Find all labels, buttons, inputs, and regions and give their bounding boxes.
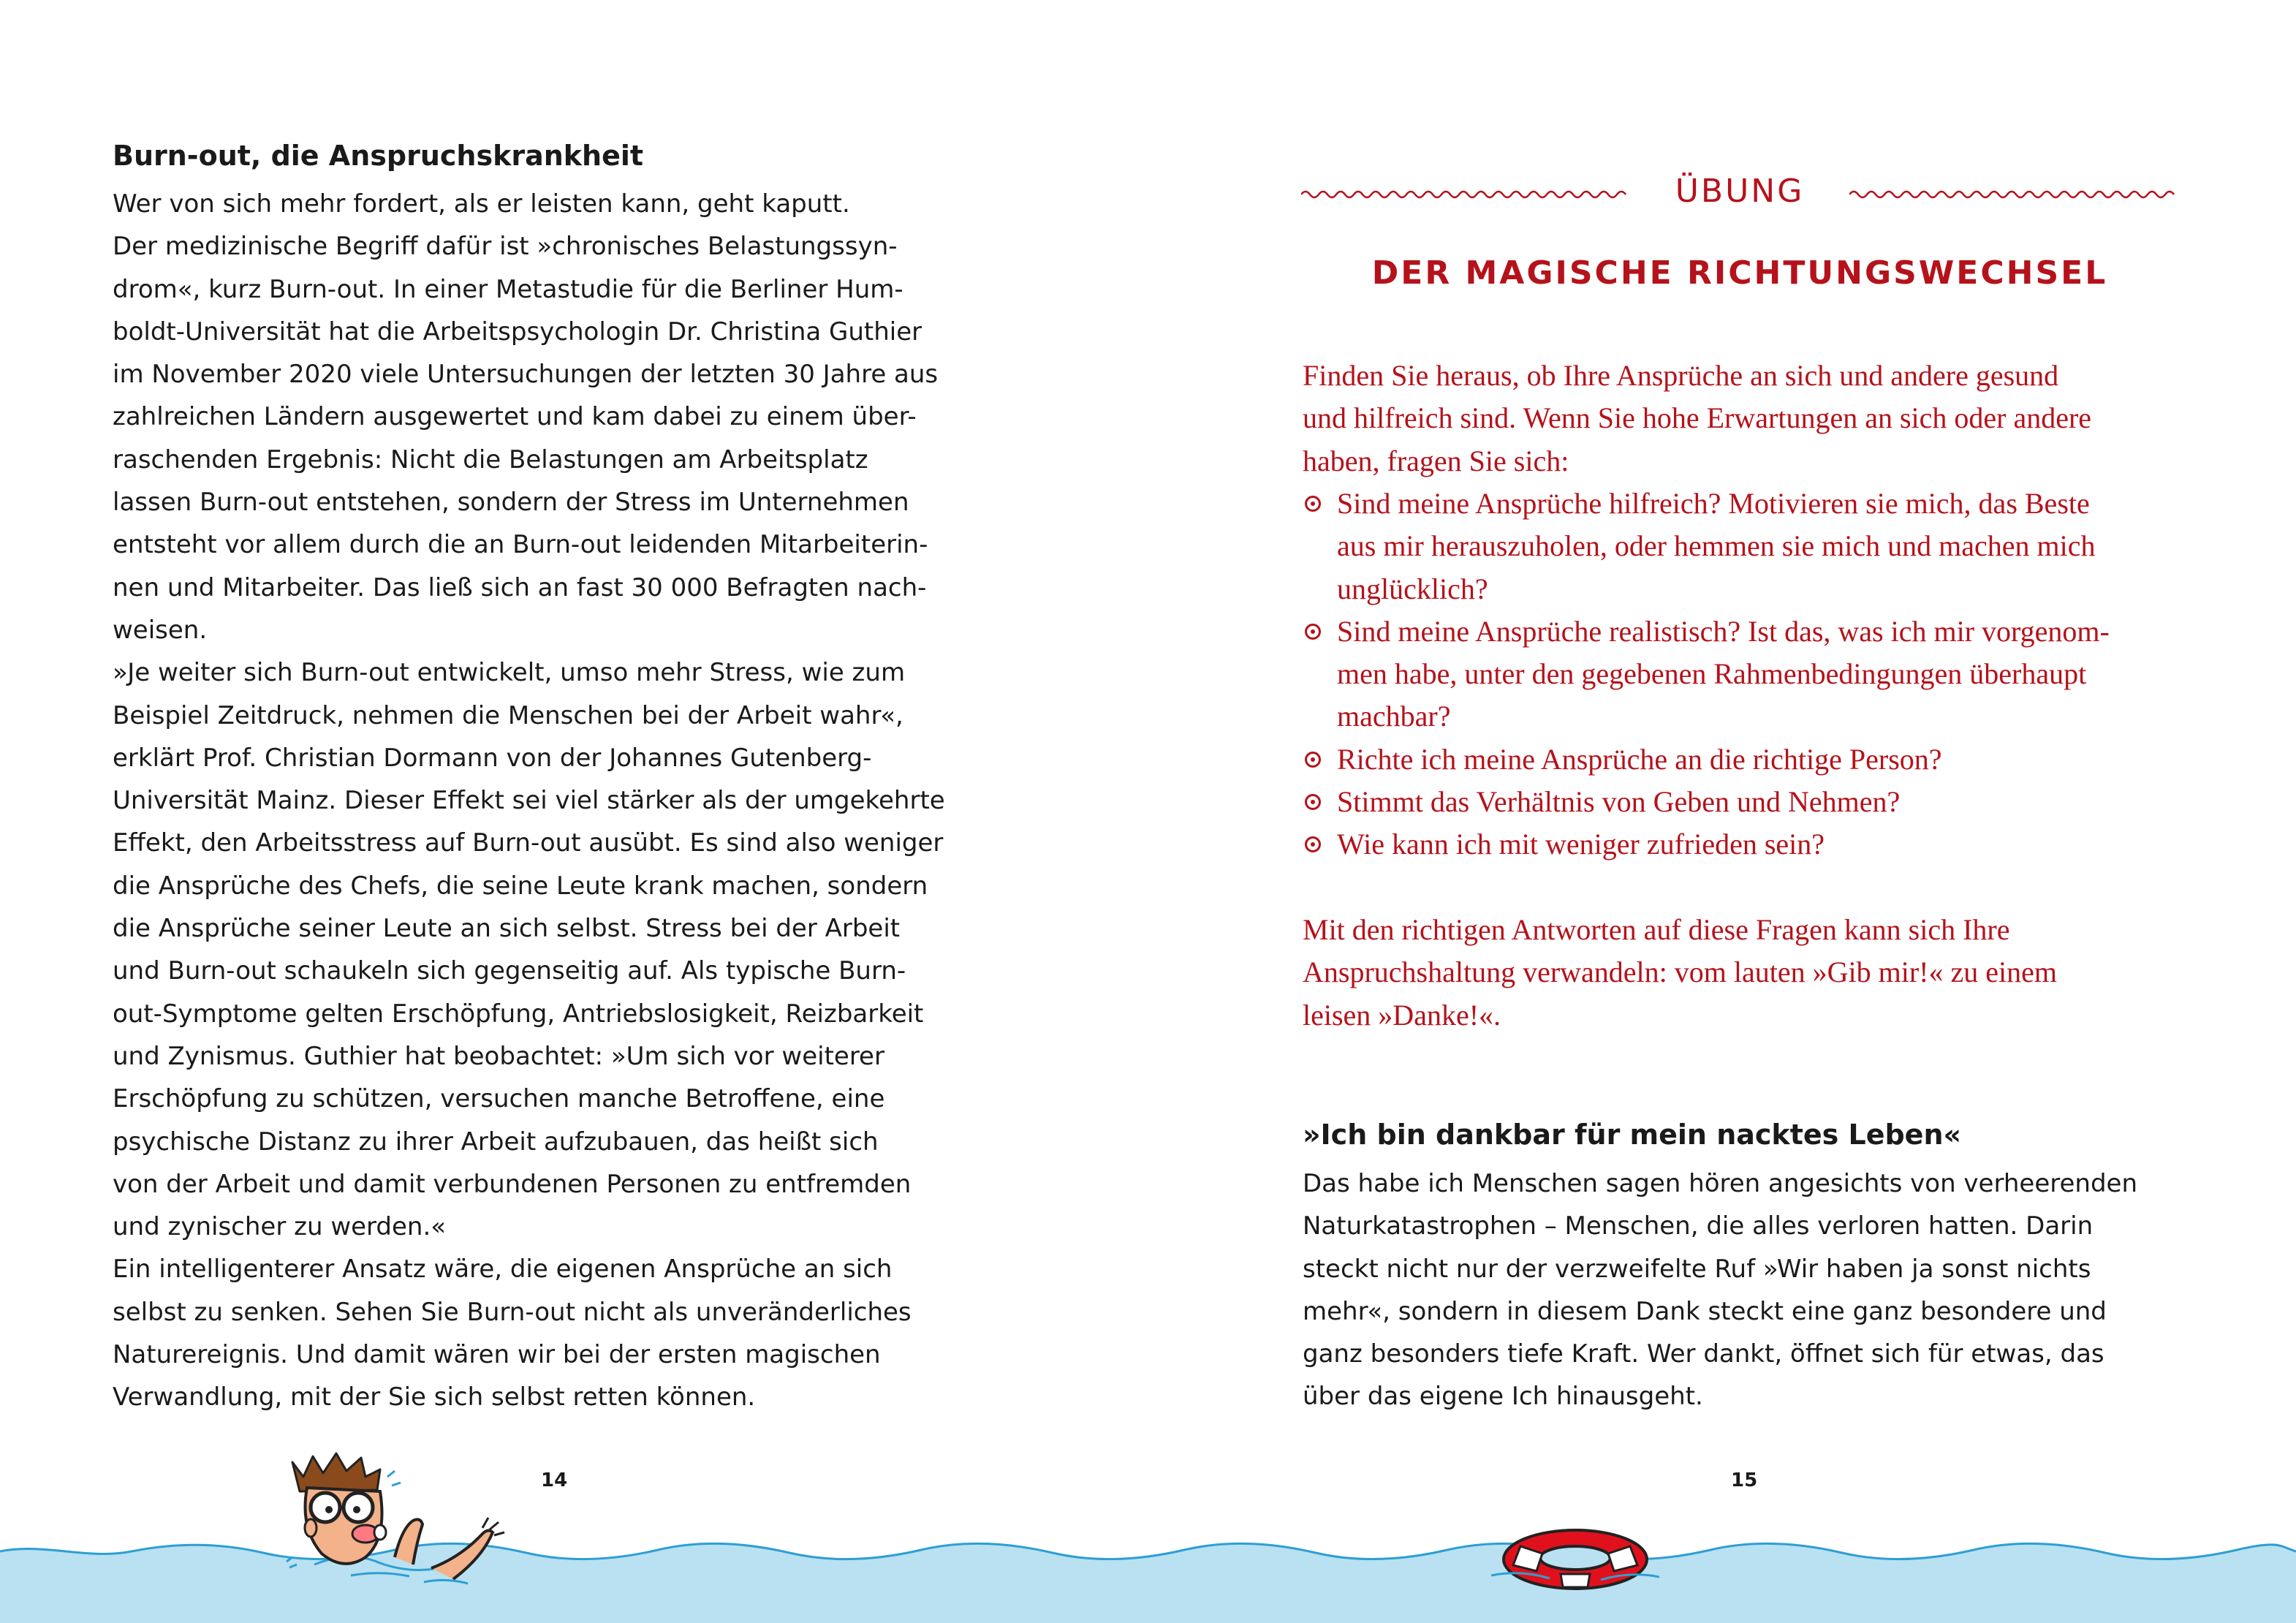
- question-item: [1303, 823, 2194, 866]
- lifebuoy-illustration: [1491, 1524, 1659, 1597]
- text-line: lassen Burn-out entstehen, sondern der Stress im Unternehmen: [113, 488, 909, 518]
- left-heading: Burn-out, die Anspruchskrankheit: [113, 140, 644, 172]
- text-line: Wer von sich mehr fordert, als er leisten kann, geht kaputt.: [113, 189, 850, 219]
- circle-dot-bullet-icon: [1305, 794, 1321, 810]
- exercise-intro: [1303, 355, 2194, 483]
- text-line: und Zynismus. Guthier hat beobachtet: »Um sich vor weiterer: [113, 1041, 884, 1071]
- text-line: im November 2020 viele Untersuchungen der letzten 30 Jahre aus: [113, 360, 939, 390]
- text-line: zahlreichen Ländern ausgewertet und kam dabei zu einem über-: [113, 402, 917, 432]
- text-line: selbst zu senken. Sehen Sie Burn-out nicht als unveränderliches: [113, 1297, 912, 1327]
- circle-dot-bullet-icon: [1305, 836, 1321, 852]
- text-line: drom«, kurz Burn-out. In einer Metastudie für die Berliner Hum-: [113, 274, 903, 304]
- question-item: [1303, 738, 2194, 781]
- left-body-text: [113, 183, 990, 1419]
- text-line: und hilfreich sind. Wenn Sie hohe Erwartungen an sich oder andere: [1303, 401, 2092, 435]
- text-line: über das eigene Ich hinausgeht.: [1303, 1382, 1703, 1412]
- text-line: Beispiel Zeitdruck, nehmen die Menschen bei der Arbeit wahr«,: [113, 700, 903, 730]
- text-line: Das habe ich Menschen sagen hören angesichts von verheerenden: [1303, 1169, 2137, 1198]
- text-line: boldt-Universität hat die Arbeitspsychologin Dr. Christina Guthier: [113, 317, 922, 347]
- text-line: Mit den richtigen Antworten auf diese Fragen kann sich Ihre: [1303, 913, 2010, 946]
- text-line: out-Symptome gelten Erschöpfung, Antriebslosigkeit, Reizbarkeit: [113, 999, 924, 1029]
- right-heading: »Ich bin dankbar für mein nacktes Leben«: [1303, 1119, 1962, 1151]
- question-list: [1303, 483, 2194, 866]
- text-line: Universität Mainz. Dieser Effekt sei viel stärker als der umgekehrte: [113, 786, 945, 816]
- text-line: Stimmt das Verhältnis von Geben und Nehmen?: [1337, 785, 1901, 819]
- question-item: [1303, 483, 2194, 610]
- circle-dot-bullet-icon: [1305, 624, 1321, 640]
- question-item: [1303, 781, 2194, 823]
- text-line: Effekt, den Arbeitsstress auf Burn-out ausübt. Es sind also weniger: [113, 828, 944, 858]
- text-line: machbar?: [1337, 700, 1451, 733]
- text-line: Sind meine Ansprüche realistisch? Ist das, was ich mir vorgenom-: [1337, 614, 2110, 648]
- text-line: »Je weiter sich Burn-out entwickelt, umso mehr Stress, wie zum: [113, 658, 906, 688]
- drowning-man-illustration: [270, 1448, 592, 1616]
- text-line: und Burn-out schaukeln sich gegenseitig auf. Als typische Burn-: [113, 956, 906, 986]
- text-line: Naturereignis. Und damit wären wir bei der ersten magischen: [113, 1340, 881, 1370]
- exercise-outro: [1303, 909, 2194, 1037]
- text-line: Finden Sie heraus, ob Ihre Ansprüche an sich und andere gesund: [1303, 359, 2059, 392]
- text-line: Der medizinische Begriff dafür ist »chronisches Belastungssyn-: [113, 232, 898, 262]
- text-line: leisen »Danke!«.: [1303, 998, 1501, 1032]
- text-line: Richte ich meine Ansprüche an die richtige Person?: [1337, 742, 1942, 776]
- text-line: psychische Distanz zu ihrer Arbeit aufzubauen, das heißt sich: [113, 1127, 879, 1157]
- text-line: erklärt Prof. Christian Dormann von der Johannes Gutenberg-: [113, 743, 872, 773]
- text-line: die Ansprüche seiner Leute an sich selbst. Stress bei der Arbeit: [113, 914, 901, 944]
- text-line: entsteht vor allem durch die an Burn-out leidenden Mitarbeiterin-: [113, 530, 928, 560]
- text-line: mehr«, sondern in diesem Dank steckt eine ganz besondere und: [1303, 1296, 2107, 1326]
- page-number-left: 14: [541, 1469, 568, 1491]
- text-line: aus mir herauszuholen, oder hemmen sie mich und machen mich: [1337, 529, 2096, 563]
- text-line: raschenden Ergebnis: Nicht die Belastungen am Arbeitsplatz: [113, 444, 868, 474]
- text-line: weisen.: [113, 615, 208, 645]
- text-line: unglücklich?: [1337, 572, 1488, 605]
- circle-dot-bullet-icon: [1305, 496, 1321, 512]
- text-line: Wie kann ich mit weniger zufrieden sein?: [1337, 828, 1825, 861]
- circle-dot-bullet-icon: [1305, 752, 1321, 768]
- right-page: [1148, 0, 2296, 1623]
- text-line: Anspruchshaltung verwandeln: vom lauten »Gib mir!« zu einem: [1303, 956, 2057, 989]
- text-line: Naturkatastrophen – Menschen, die alles verloren hatten. Darin: [1303, 1211, 2094, 1241]
- exercise-label: ÜBUNG: [1675, 173, 1805, 210]
- text-line: haben, fragen Sie sich:: [1303, 444, 1569, 477]
- text-line: Ein intelligenterer Ansatz wäre, die eigenen Ansprüche an sich: [113, 1255, 893, 1285]
- text-line: nen und Mitarbeiter. Das ließ sich an fast 30 000 Befragten nach-: [113, 572, 927, 602]
- question-item: [1303, 610, 2194, 738]
- text-line: die Ansprüche des Chefs, die seine Leute krank machen, sondern: [113, 871, 928, 901]
- page-number-right: 15: [1731, 1469, 1758, 1491]
- text-line: Erschöpfung zu schützen, versuchen manche Betroffene, eine: [113, 1084, 885, 1114]
- text-line: Sind meine Ansprüche hilfreich? Motivieren sie mich, das Beste: [1337, 487, 2090, 520]
- exercise-title: DER MAGISCHE RICHTUNGSWECHSEL: [1371, 254, 2108, 292]
- text-line: von der Arbeit und damit verbundenen Personen zu entfremden: [113, 1169, 912, 1199]
- text-line: ganz besonders tiefe Kraft. Wer dankt, öffnet sich für etwas, das: [1303, 1339, 2104, 1369]
- text-line: men habe, unter den gegebenen Rahmenbedingungen überhaupt: [1337, 657, 2087, 691]
- text-line: und zynischer zu werden.«: [113, 1212, 447, 1242]
- wavy-rule-right-icon: [1849, 187, 2178, 202]
- right-body-text: [1303, 1162, 2180, 1418]
- exercise-header: [1301, 168, 2178, 219]
- text-line: steckt nicht nur der verzweifelte Ruf »Wir haben ja sonst nichts: [1303, 1254, 2091, 1284]
- text-line: Verwandlung, mit der Sie sich selbst retten können.: [113, 1382, 756, 1412]
